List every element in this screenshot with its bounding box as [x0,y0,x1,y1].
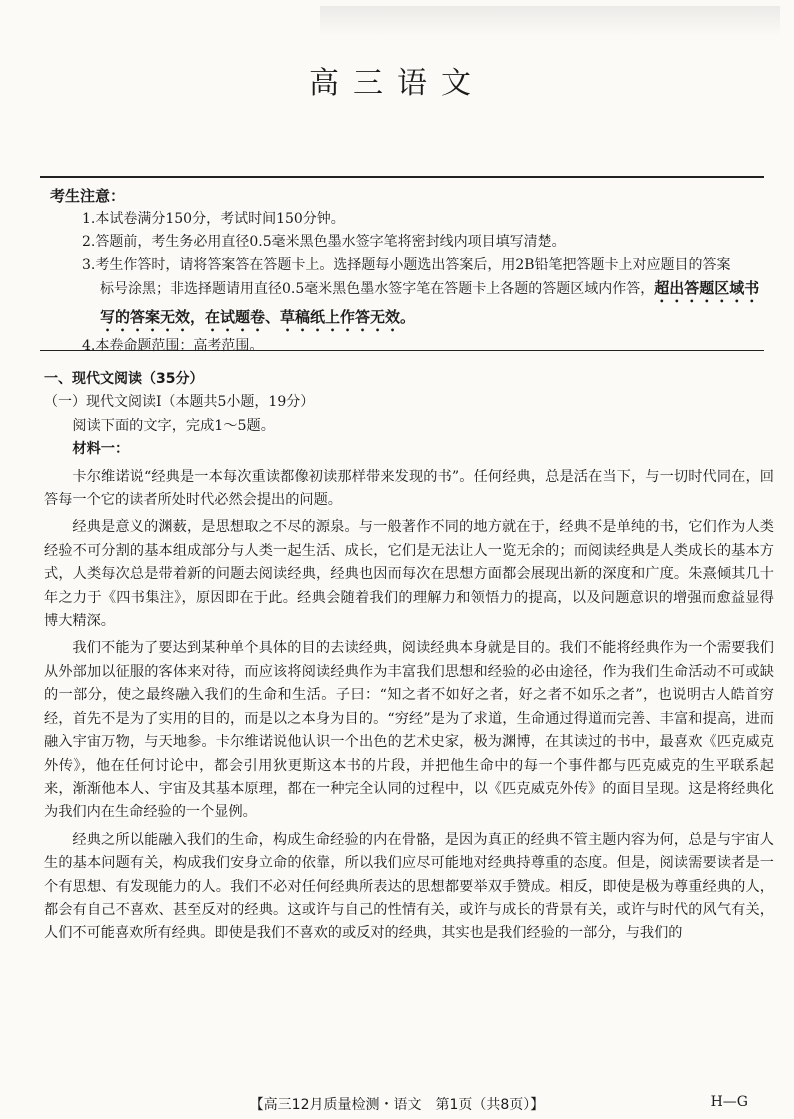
subsection-heading: （一）现代文阅读Ⅰ（本题共5小题，19分） [44,394,315,411]
notice-item-1: 1.本试卷满分150分，考试时间150分钟。 [82,211,345,227]
paragraph-4: 经典之所以能融入我们的生命，构成生命经验的内在骨骼，是因为真正的经典不管主题内容为何，总是与宇宙人生的基本问题有关，构成我们安身立命的依靠，所以我们应尽可能地对经典持尊重的态度。但是，阅读需要读者是一个有思想、有发现能力的人。我们不必对任何经典所表达的思想都要举双手赞成。相反，即使是极为尊重经典的人，都会有自己不喜欢、甚至反对的经典。这或许与自己的性情有关，或许与成长的背景有关，或许与时代的风气有关，人们不可能喜欢所有经典。即使是我们不喜欢的或反对的经典，其实也是我们经验的一部分，与我们的 [44,831,774,942]
notice-divider [40,350,764,351]
paper-code: H—G [710,1094,748,1110]
notice-item-3: 3.考生作答时，请将答案答在答题卡上。选择题每小题选出答案后，用2B铅笔把答题卡上对应题目的答案 标号涂黑；非选择题请用直径0.5毫米黑色墨水签字笔在答题卡上各题的答题区域内作答，超出答题区域书写的答案无效，在试题卷、草稿纸上作答无效。 [82,257,760,326]
reading-section [44,368,774,946]
page-title: 高三语文 [309,66,485,101]
paragraph-1: 卡尔维诺说“经典是一本每次重读都像初读那样带来发现的书”。任何经典，总是活在当下，与一切时代同在，回答每一个它的读者所处时代必然会提出的问题。 [44,468,774,509]
bleed-through-shadow [320,6,780,36]
header-divider [40,176,764,178]
footer-text: 【高三12月质量检测・语文 第1页（共8页）】 [249,1097,545,1113]
notice-item-4: 4.本卷命题范围：高考范围。 [82,338,264,354]
notice-item-2: 2.答题前，考生务必用直径0.5毫米黑色墨水签字笔将密封线内项目填写清楚。 [82,234,566,250]
instruction-text: 阅读下面的文字，完成1～5题。 [72,417,275,434]
emphasized-warning: 超出答题区域书写的答案无效，在试题卷、草稿纸上作答无效。 [100,279,760,326]
paragraph-3: 我们不能为了要达到某种单个具体的目的去读经典，阅读经典本身就是目的。我们不能将经典作为一个需要我们从外部加以征服的客体来对待，而应该将阅读经典作为丰富我们思想和经验的必由途径，作为我们生命活动不可或缺的一部分，使之最终融入我们的生命和生活。子曰：“知之者不如好之者，好之者不如乐之者”，也说明古人皓首穷经，首先不是为了实用的目的，而是以之本身为目的。“穷经”是为了求道，生命通过得道而完善、丰富和提高，进而融入宇宙万物，与天地参。卡尔维诺说他认识一个出色的艺术史家，极为渊博，在其读过的书中，最喜欢《匹克威克外传》，他在任何讨论中，都会引用狄更斯这本书的片段，并把他生命中的每一个事件都与匹克威克的生平联系起来，渐渐他本人、宇宙及其基本原理，都在一种完全认同的过程中，以《匹克威克外传》的面目呈现。这是将经典化为我们内在生命经验的一个显例。 [44,640,774,821]
page-footer [0,1094,794,1114]
material-label: 材料一： [72,441,130,458]
paragraph-2: 经典是意义的渊薮，是思想取之不尽的源泉。与一般著作不同的地方就在于，经典不是单纯的书，它们作为人类经验不可分割的基本组成部分与人类一起生活、成长，它们是无法让人一览无余的；而阅读经典是人类成长的基本方式，人类每次总是带着新的问题去阅读经典，经典也因而每次在思想方面都会展现出新的深度和广度。朱熹倾其几十年之力于《四书集注》，原因即在于此。经典会随着我们的理解力和领悟力的提高，以及问题意识的增强而愈益显得博大精深。 [44,519,774,630]
notice-heading: 考生注意： [50,187,126,205]
notice-box [50,185,770,358]
section-heading: 一、现代文阅读（35分） [44,371,204,387]
